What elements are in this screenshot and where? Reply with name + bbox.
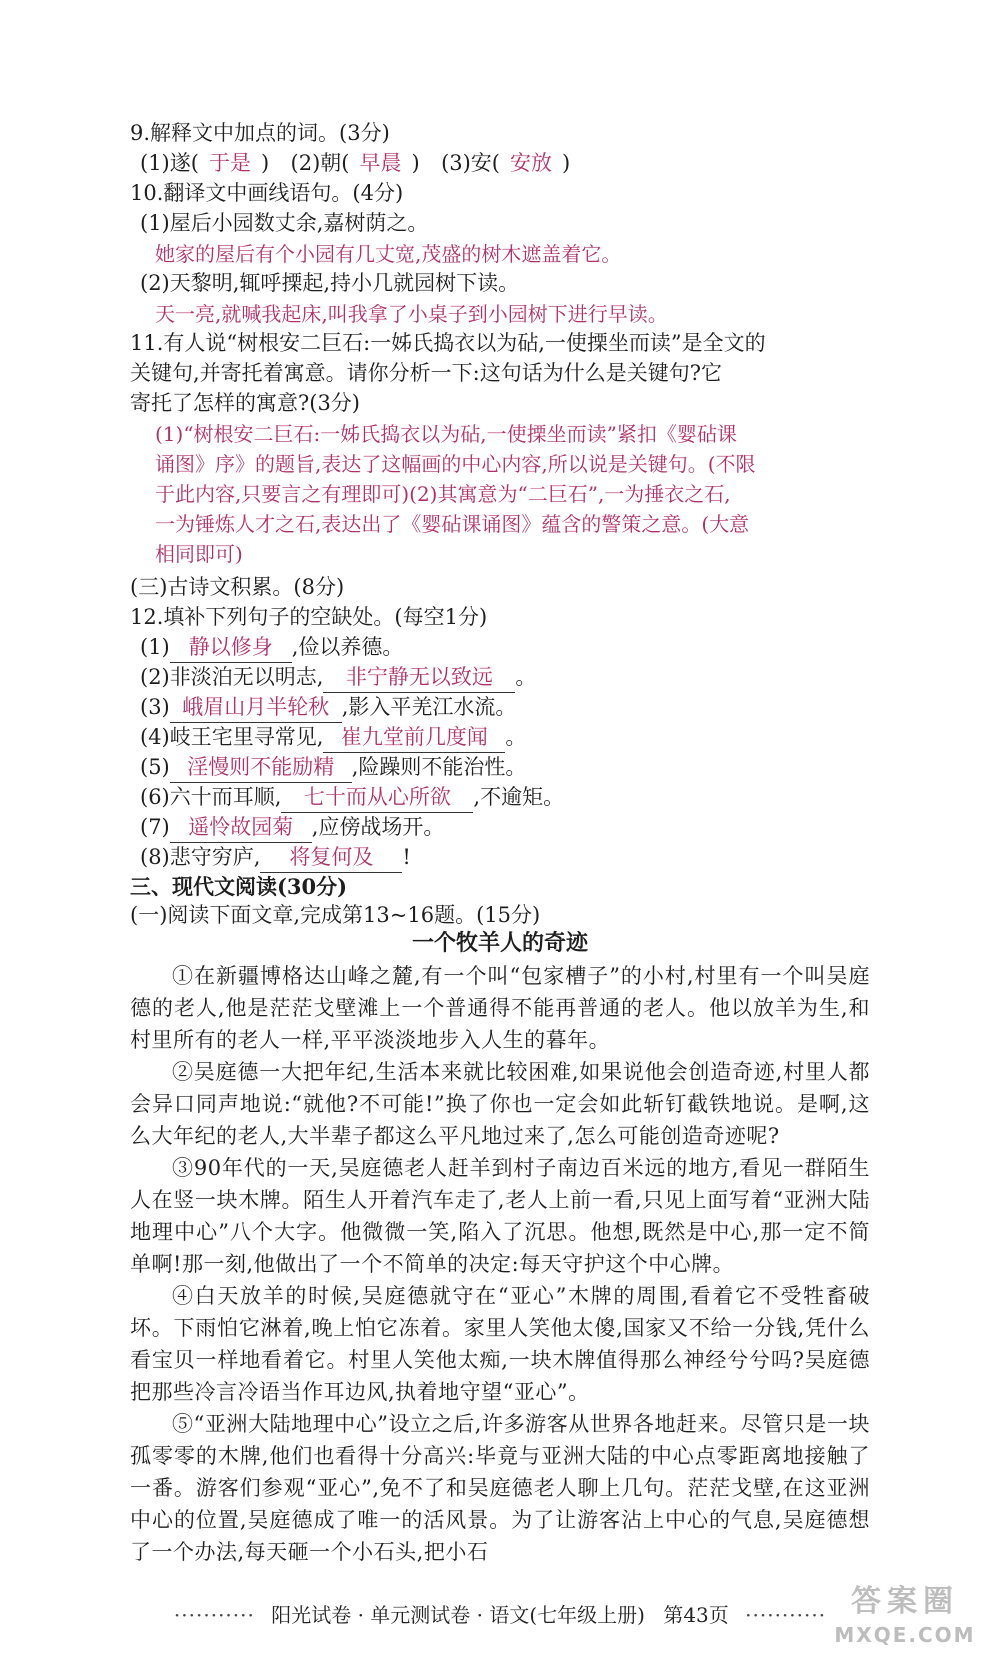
q12-row1	[140, 632, 880, 663]
q12-row8-pre: (8)悲守穷庐,	[140, 845, 261, 869]
subsection-reading-1: (一)阅读下面文章,完成第13~16题。(15分)	[130, 903, 541, 927]
q11-answer-line5: 相同即可)	[155, 542, 243, 566]
q9-text: 9.解释文中加点的词。(3分)	[130, 121, 390, 145]
article-paragraph-1: ①在新疆博格达山峰之麓,有一个叫“包家槽子”的小村,村里有一个叫吴庭德的老人,他是茫茫戈壁滩上一个普通得不能再普通的老人。他以放羊为生,和村里所有的老人一样,平平淡淡地步入人生的暮年。	[130, 964, 870, 1052]
q12-row1-pre: (1)	[140, 635, 170, 659]
q9-item2-close: )	[411, 151, 420, 175]
q12-row1-post: ,俭以养德。	[291, 635, 404, 659]
section-ancient-poetry: (三)古诗文积累。(8分)	[130, 575, 345, 599]
q12-row5-blank: 淫慢则不能励精	[170, 752, 352, 783]
q11-answer-line4: 一为锤炼人才之石,表达出了《婴砧课诵图》蕴含的警策之意。(大意	[155, 512, 750, 536]
q10-answer1: 她家的屋后有个小园有几丈宽,茂盛的树木遮盖着它。	[155, 242, 622, 266]
q12-row2-blank: 非宁静无以致远	[323, 662, 515, 693]
q12-row4-blank: 崔九堂前几度闻	[323, 722, 505, 753]
q12-row1-blank: 静以修身	[170, 632, 292, 663]
q9-items	[140, 148, 880, 178]
q12-row2	[140, 662, 880, 693]
q12-row8-post: !	[402, 845, 411, 869]
q12-row5	[140, 752, 880, 783]
q12-row8	[140, 842, 880, 873]
q12-row7-blank: 遥怜故园菊	[170, 812, 312, 843]
q12-row4	[140, 722, 880, 753]
q12-row7-post: ,应傍战场开。	[311, 815, 445, 839]
footer-dots-left: ···········	[173, 1603, 255, 1627]
q12-row7	[140, 812, 880, 843]
article-paragraph-3: ③90年代的一天,吴庭德老人赶羊到村子南边百米远的地方,看见一群陌生人在竖一块木牌。陌生人开着汽车走了,老人上前一看,只见上面写着“亚洲大陆地理中心”八个大字。他微微一笑,陷入了沉思。他想,既然是中心,那一定不简单啊!那一刻,他做出了一个不简单的决定:每天守护这个中心牌。	[130, 1156, 870, 1276]
q11-line1: 11.有人说“树根安二巨石:一姊氏捣衣以为砧,一使搮坐而读”是全文的	[130, 331, 766, 355]
q12-row3-post: ,影入平羌江水流。	[341, 695, 517, 719]
q12-row4-pre: (4)岐王宅里寻常见,	[140, 725, 324, 749]
q12-row6-pre: (6)六十而耳顺,	[140, 785, 282, 809]
q12-row2-pre: (2)非淡泊无以明志,	[140, 665, 324, 689]
q12-row5-post: ,险躁则不能治性。	[351, 755, 527, 779]
q9-item1-label: (1)遂(	[140, 151, 199, 175]
article-paragraph-4: ④白天放羊的时候,吴庭德就守在“亚心”木牌的周围,看着它不受牲畜破坏。下雨怕它淋着,晚上怕它冻着。家里人笑他太傻,国家又不给一分钱,凭什么看宝贝一样地看着它。村里人笑他太痴,一块木牌值得那么神经兮兮吗?吴庭德把那些冷言冷语当作耳边风,执着地守望“亚心”。	[130, 1284, 870, 1404]
article-paragraph-2: ②吴庭德一大把年纪,生活本来就比较困难,如果说他会创造奇迹,村里人都会异口同声地说:“就他?不可能!”换了你也一定会如此斩钉截铁地说。是啊,这么大年纪的老人,大半辈子都这么平凡地过来了,怎么可能创造奇迹呢?	[130, 1060, 870, 1148]
q9-item1-close: )	[260, 151, 270, 175]
q12-row6-blank: 七十而从心所欲	[281, 782, 473, 813]
q12-text: 12.填补下列句子的空缺处。(每空1分)	[130, 605, 488, 629]
q10-sentence2: (2)天黎明,辄呼搮起,持小几就园树下读。	[140, 271, 520, 295]
q12-row6-post: ,不逾矩。	[473, 785, 565, 809]
article-title: 一个牧羊人的奇迹	[411, 930, 588, 956]
q12-row6	[140, 782, 880, 813]
q12-row3-blank: 峨眉山月半轮秋	[170, 692, 342, 723]
q11-line2: 关键句,并寄托着寓意。请你分析一下:这句话为什么是关键句?它	[130, 361, 723, 385]
q12-row8-blank: 将复何及	[260, 842, 402, 873]
q12-row5-pre: (5)	[140, 755, 170, 779]
watermark-bottom-text: MXQE.COM	[834, 1623, 976, 1647]
q12-row3-pre: (3)	[140, 695, 170, 719]
q11-line3: 寄托了怎样的寓意?(3分)	[130, 391, 361, 415]
q10-answer2: 天一亮,就喊我起床,叫我拿了小桌子到小园树下进行早读。	[155, 302, 668, 326]
q9-item2-answer: 早晨	[359, 151, 402, 175]
q9-item3-close: )	[562, 151, 571, 175]
article-paragraph-5: ⑤“亚洲大陆地理中心”设立之后,许多游客从世界各地赶来。尽管只是一块孤零零的木牌,他们也看得十分高兴:毕竟与亚洲大陆的中心点零距离地接触了一番。游客们参观“亚心”,免不了和吴庭德老人聊上几句。茫茫戈壁,在这亚洲中心的位置,吴庭德成了唯一的活风景。为了让游客沾上中心的气息,吴庭德想了一个办法,每天砸一个小石头,把小石	[130, 1412, 870, 1564]
q12-row4-post: 。	[505, 725, 527, 749]
q11-answer-line1: (1)“树根安二巨石:一姊氏捣衣以为砧,一使搮坐而读”紧扣《婴砧课	[155, 422, 737, 446]
q12-row3	[140, 692, 880, 723]
q11-answer-line3: 于此内容,只要言之有理即可)(2)其寓意为“二巨石”,一为捶衣之石,	[155, 482, 731, 506]
footer-dots-right: ···········	[745, 1603, 827, 1627]
q11-answer-line2: 诵图》序》的题旨,表达了这幅画的中心内容,所以说是关键句。(不限	[155, 452, 756, 476]
q10-text: 10.翻译文中画线语句。(4分)	[130, 181, 404, 205]
q9-item3-label: (3)安(	[441, 151, 501, 175]
footer-title: 阳光试卷 · 单元测试卷 · 语文(七年级上册)	[271, 1603, 645, 1627]
footer-page-number: 第43页	[663, 1603, 729, 1627]
section-modern-reading: 三、现代文阅读(30分)	[130, 874, 348, 899]
q9-item3-answer: 安放	[510, 151, 553, 175]
q10-sentence1: (1)屋后小园数丈余,嘉树荫之。	[140, 211, 429, 235]
watermark-top-text: 答案圈	[851, 1584, 959, 1619]
q9-item1-answer: 于是	[208, 151, 251, 175]
q12-row7-pre: (7)	[140, 815, 170, 839]
q12-row2-post: 。	[515, 665, 537, 689]
watermark-logo	[830, 1582, 980, 1657]
q9-item2-label: (2)朝(	[290, 151, 350, 175]
